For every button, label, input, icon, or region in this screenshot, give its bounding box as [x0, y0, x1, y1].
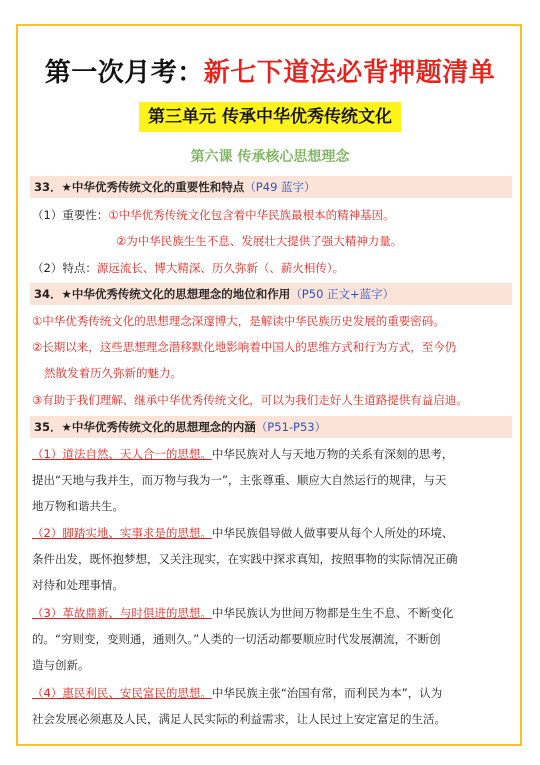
q35-point-4-label: （4）惠民利民、安民富民的思想。 — [32, 686, 212, 700]
q35-point-1-line-2: 提出“天地与我并生，而万物与我为一”，主张尊重、顺应大自然运行的规律，与天 — [32, 473, 447, 487]
q33-label-features: （2）特点： — [32, 261, 97, 275]
q33-line-1 — [32, 207, 395, 223]
q34-line-1: ①中华优秀传统文化的思想理念深邃博大，是解读中华民族历史发展的重要密码。 — [32, 314, 445, 328]
q35-point-4-text: 中华民族主张“治国有常，而利民为本”，认为 — [211, 686, 443, 700]
question-34-title: 34．★中华优秀传统文化的思想理念的地位和作用 — [34, 287, 291, 301]
question-35-header — [30, 416, 512, 438]
question-35-title: 35．★中华优秀传统文化的思想理念的内涵 — [34, 420, 256, 434]
question-33-header — [30, 176, 512, 198]
q34-line-4: ③有助于我们理解、继承中华优秀传统文化，可以为我们走好人生道路提供有益启迪。 — [32, 393, 468, 407]
q35-point-3-label: （3）革故鼎新、与时俱进的思想。 — [32, 606, 212, 620]
title-black: 第一次月考： — [44, 58, 204, 88]
q35-point-3-text: 中华民族认为世间万物都是生生不息、不断变化 — [211, 606, 454, 620]
q35-point-4-line-2: 社会发展必须惠及人民，满足人民实际的利益需求，让人民过上安定富足的生活。 — [32, 712, 446, 726]
title-red: 新七下道法必背押题清单 — [203, 58, 496, 88]
q35-point-2-line-2: 条件出发，既怀抱梦想，又关注现实，在实践中探求真知，按照事物的实际情况正确 — [32, 552, 458, 566]
q33-importance-1: ①中华优秀传统文化包含着中华民族最根本的精神基因。 — [108, 208, 395, 222]
question-35-ref: （P51-P53） — [255, 420, 327, 434]
q35-point-2-line-3: 对待和处理事情。 — [32, 578, 124, 592]
question-33-title: 33．★中华优秀传统文化的重要性和特点 — [34, 180, 245, 194]
q35-point-1-label: （1）道法自然、天人合一的思想。 — [32, 447, 212, 461]
q35-point-1-line-3: 地万物和谐共生。 — [32, 499, 124, 513]
q35-point-4-line-1 — [32, 685, 442, 701]
question-34-header — [30, 283, 512, 305]
q33-importance-2: ②为中华民族生生不息、发展壮大提供了强大精神力量。 — [116, 234, 403, 248]
question-34-ref: （P50 正文+蓝字） — [290, 287, 395, 301]
q35-point-3-line-1 — [32, 605, 453, 621]
q35-point-2-text: 中华民族倡导做人做事要从每个人所处的环境、 — [211, 526, 454, 540]
unit-heading-wrap — [0, 102, 540, 132]
q33-features: 源远流长、博大精深、历久弥新（、薪火相传）。 — [96, 261, 345, 275]
q34-line-3: 然散发着历久弥新的魅力。 — [44, 366, 182, 380]
q35-point-1-line-1 — [32, 446, 453, 462]
q34-line-2: ②长期以来，这些思想理念潜移默化地影响着中国人的思维方式和行为方式，至今仍 — [32, 340, 457, 354]
question-33-ref: （P49 蓝字） — [244, 180, 316, 194]
page-title — [0, 52, 540, 89]
q35-point-2-line-1 — [32, 525, 453, 541]
q33-label-importance: （1）重要性： — [32, 208, 109, 222]
lesson-heading: 第六课 传承核心思想理念 — [190, 149, 350, 165]
q35-point-3-line-3: 造与创新。 — [32, 658, 90, 672]
q33-line-3 — [32, 260, 344, 276]
q35-point-2-label: （2）脚踏实地、实事求是的思想。 — [32, 526, 212, 540]
unit-heading: 第三单元 传承中华优秀传统文化 — [139, 102, 401, 132]
q35-point-3-line-2: 的。“穷则变，变则通，通则久。”人类的一切活动都要顺应时代发展潮流，不断创 — [32, 632, 441, 646]
q35-point-1-text: 中华民族对人与天地万物的关系有深刻的思考， — [211, 447, 454, 461]
